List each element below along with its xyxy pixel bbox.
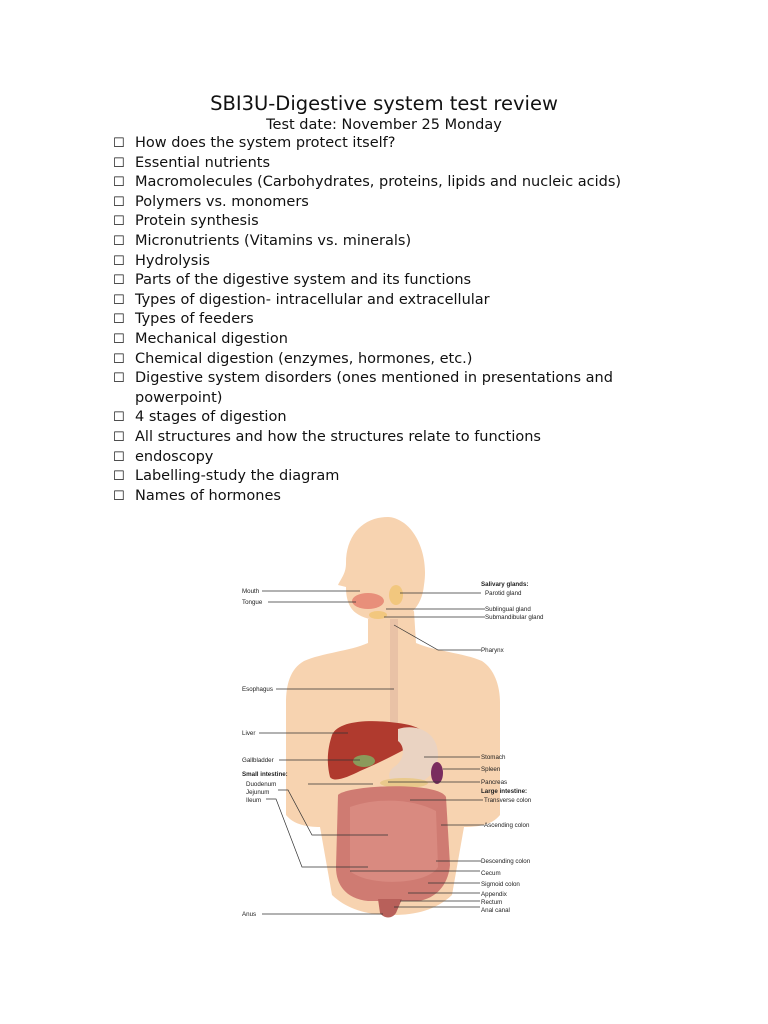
checkbox[interactable]: ☐ bbox=[113, 155, 125, 171]
label-jejunum: Jejunum bbox=[246, 789, 270, 796]
label-duodenum: Duodenum bbox=[246, 781, 277, 788]
list-item: ☐ Types of feeders bbox=[113, 310, 673, 330]
checkbox[interactable]: ☐ bbox=[113, 214, 125, 230]
checkbox[interactable]: ☐ bbox=[113, 292, 125, 308]
label-descending-colon: Descending colon bbox=[481, 858, 531, 865]
label-pancreas: Pancreas bbox=[481, 779, 508, 786]
list-item: ☐ endoscopy bbox=[113, 448, 673, 468]
list-item: ☐ All structures and how the structures relate to functions bbox=[113, 428, 673, 448]
spleen-shape bbox=[431, 762, 443, 784]
label-cecum: Cecum bbox=[481, 870, 501, 877]
checkbox[interactable]: ☐ bbox=[113, 273, 125, 289]
list-item: ☐ Digestive system disorders (ones mentioned in presentations and powerpoint) bbox=[113, 369, 673, 408]
submandibular-gland bbox=[369, 611, 387, 619]
esophagus-tube bbox=[390, 619, 398, 729]
checkbox[interactable]: ☐ bbox=[113, 410, 125, 426]
list-item: ☐ 4 stages of digestion bbox=[113, 408, 673, 428]
label-salivary-glands: Salivary glands: bbox=[481, 581, 529, 588]
label-pharynx: Pharynx bbox=[481, 647, 504, 654]
checkbox[interactable]: ☐ bbox=[113, 469, 125, 485]
checkbox[interactable]: ☐ bbox=[113, 488, 125, 504]
label-large-intestine: Large intestine: bbox=[481, 788, 528, 795]
checkbox[interactable]: ☐ bbox=[113, 194, 125, 210]
checkbox[interactable]: ☐ bbox=[113, 351, 125, 367]
label-gallbladder: Gallbladder bbox=[242, 757, 274, 764]
checkbox[interactable]: ☐ bbox=[113, 429, 125, 445]
gallbladder-shape bbox=[353, 755, 375, 767]
label-ileum: Ileum bbox=[246, 797, 262, 804]
label-small-intestine: Small intestine: bbox=[242, 771, 288, 778]
checkbox[interactable]: ☐ bbox=[113, 233, 125, 249]
label-appendix: Appendix bbox=[481, 891, 507, 898]
left-labels bbox=[242, 588, 288, 918]
label-liver: Liver bbox=[242, 730, 256, 737]
list-item: ☐ Micronutrients (Vitamins vs. minerals) bbox=[113, 232, 673, 252]
label-parotid: Parotid gland bbox=[485, 590, 522, 597]
list-item: ☐ Macromolecules (Carbohydrates, proteins, lipids and nucleic acids) bbox=[113, 173, 673, 193]
list-item: ☐ Names of hormones bbox=[113, 487, 673, 507]
checkbox[interactable]: ☐ bbox=[113, 449, 125, 465]
label-ascending-colon: Ascending colon bbox=[484, 822, 530, 829]
oral-cavity bbox=[352, 593, 384, 609]
small-intestine-shape bbox=[350, 801, 438, 882]
checkbox[interactable]: ☐ bbox=[113, 331, 125, 347]
list-item: ☐ Parts of the digestive system and its functions bbox=[113, 271, 673, 291]
label-spleen: Spleen bbox=[481, 766, 501, 773]
checkbox[interactable]: ☐ bbox=[113, 136, 125, 151]
label-submandibular: Submandibular gland bbox=[485, 614, 544, 621]
label-transverse-colon: Transverse colon bbox=[484, 797, 532, 804]
list-item: ☐ Mechanical digestion bbox=[113, 330, 673, 350]
label-stomach: Stomach bbox=[481, 754, 506, 761]
checkbox[interactable]: ☐ bbox=[113, 175, 125, 191]
label-anus: Anus bbox=[242, 911, 257, 918]
label-sigmoid-colon: Sigmoid colon bbox=[481, 881, 520, 888]
test-date: Test date: November 25 Monday bbox=[266, 117, 502, 133]
head-shape bbox=[338, 517, 425, 621]
list-item: ☐ Protein synthesis bbox=[113, 212, 673, 232]
label-mouth: Mouth bbox=[242, 588, 260, 595]
label-sublingual: Sublingual gland bbox=[485, 606, 531, 613]
list-item: ☐ Hydrolysis bbox=[113, 252, 673, 272]
list-item: ☐ Chemical digestion (enzymes, hormones, etc.) bbox=[113, 350, 673, 370]
label-esophagus: Esophagus bbox=[242, 686, 273, 693]
list-item: ☐ Labelling-study the diagram bbox=[113, 467, 673, 487]
checkbox[interactable]: ☐ bbox=[113, 371, 125, 387]
parotid-gland bbox=[389, 585, 403, 605]
checkbox[interactable]: ☐ bbox=[113, 253, 125, 269]
list-item: ☐ How does the system protect itself? bbox=[113, 134, 673, 154]
list-item: ☐ Polymers vs. monomers bbox=[113, 193, 673, 213]
digestive-system-diagram bbox=[238, 515, 552, 920]
label-anal-canal: Anal canal bbox=[481, 907, 510, 914]
page-title: SBI3U-Digestive system test review bbox=[210, 92, 558, 115]
label-tongue: Tongue bbox=[242, 599, 263, 606]
checkbox[interactable]: ☐ bbox=[113, 312, 125, 328]
list-item: ☐ Types of digestion- intracellular and extracellular bbox=[113, 291, 673, 311]
label-rectum: Rectum bbox=[481, 899, 503, 906]
list-item: ☐ Essential nutrients bbox=[113, 154, 673, 174]
review-checklist bbox=[113, 134, 673, 506]
